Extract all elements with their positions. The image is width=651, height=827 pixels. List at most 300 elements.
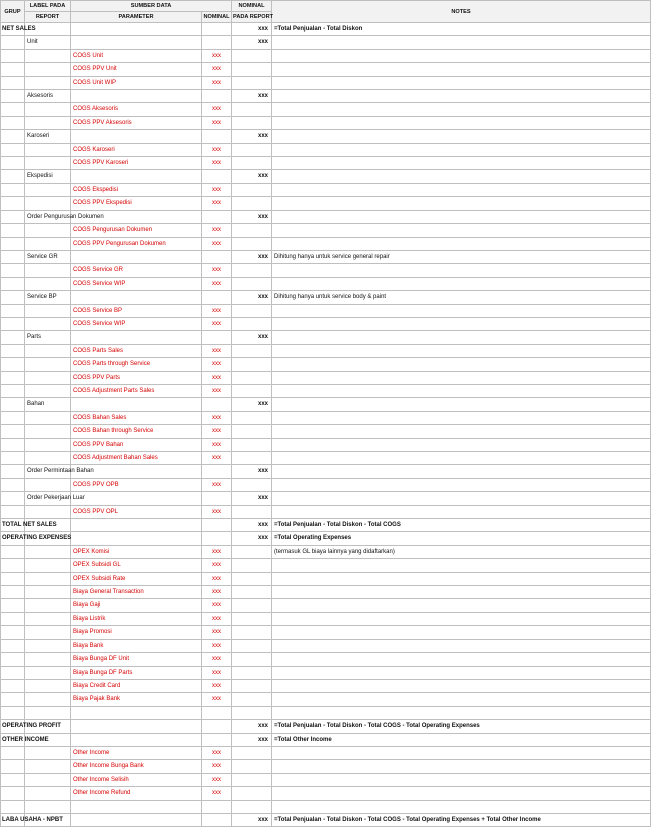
cell-parameter[interactable]: COGS Adjustment Parts Sales bbox=[71, 384, 202, 397]
cell-grup[interactable] bbox=[1, 653, 25, 666]
cell-grup[interactable] bbox=[1, 277, 25, 290]
cell-parameter[interactable]: COGS PPV Unit bbox=[71, 63, 202, 76]
cell-parameter[interactable]: COGS Bahan Sales bbox=[71, 411, 202, 424]
cell-notes[interactable] bbox=[272, 331, 651, 344]
cell-grup[interactable] bbox=[1, 639, 25, 652]
cell-grup[interactable] bbox=[1, 331, 25, 344]
cell-label[interactable] bbox=[25, 679, 71, 692]
cell-notes[interactable]: =Total Penjualan - Total Diskon - Total COGS - Total Operating Expenses + Total Other Income bbox=[272, 813, 651, 826]
cell-notes[interactable] bbox=[272, 224, 651, 237]
cell-parameter[interactable]: COGS PPV Ekspedisi bbox=[71, 197, 202, 210]
cell-notes[interactable] bbox=[272, 210, 651, 223]
cell-nominal-report[interactable] bbox=[232, 505, 272, 518]
cell-notes[interactable] bbox=[272, 130, 651, 143]
cell-notes[interactable] bbox=[272, 116, 651, 129]
cell-nominal-report[interactable] bbox=[232, 639, 272, 652]
cell-nominal-report[interactable]: xxx bbox=[232, 130, 272, 143]
cell-nominal[interactable] bbox=[202, 291, 232, 304]
cell-label[interactable] bbox=[25, 693, 71, 706]
cell-label[interactable]: Service GR bbox=[25, 250, 71, 263]
cell-label[interactable] bbox=[25, 63, 71, 76]
cell-label[interactable]: Order Pengurusan Dokumen bbox=[25, 210, 71, 223]
header-grup[interactable]: GRUP bbox=[1, 1, 25, 23]
cell-label[interactable] bbox=[25, 586, 71, 599]
cell-parameter[interactable] bbox=[71, 170, 202, 183]
cell-label[interactable] bbox=[25, 478, 71, 491]
cell-parameter[interactable]: COGS Service WIP bbox=[71, 277, 202, 290]
cell-notes[interactable]: =Total Penjualan - Total Diskon bbox=[272, 23, 651, 36]
cell-nominal[interactable]: xxx bbox=[202, 183, 232, 196]
cell-notes[interactable] bbox=[272, 572, 651, 585]
cell-nominal-report[interactable] bbox=[232, 545, 272, 558]
cell-label[interactable] bbox=[25, 639, 71, 652]
cell-grup[interactable] bbox=[1, 492, 25, 505]
cell-parameter[interactable] bbox=[71, 519, 202, 532]
cell-notes[interactable] bbox=[272, 800, 651, 813]
cell-nominal[interactable]: xxx bbox=[202, 653, 232, 666]
cell-nominal[interactable] bbox=[202, 492, 232, 505]
cell-label[interactable] bbox=[25, 116, 71, 129]
cell-grup[interactable] bbox=[1, 586, 25, 599]
cell-nominal[interactable]: xxx bbox=[202, 559, 232, 572]
cell-grup[interactable] bbox=[1, 36, 25, 49]
cell-notes[interactable] bbox=[272, 398, 651, 411]
cell-parameter[interactable]: COGS PPV Aksesoris bbox=[71, 116, 202, 129]
cell-parameter[interactable]: OPEX Subsidi Rate bbox=[71, 572, 202, 585]
cell-grup[interactable] bbox=[1, 76, 25, 89]
cell-notes[interactable] bbox=[272, 36, 651, 49]
cell-notes[interactable] bbox=[272, 746, 651, 759]
cell-nominal-report[interactable]: xxx bbox=[232, 90, 272, 103]
cell-nominal[interactable]: xxx bbox=[202, 425, 232, 438]
cell-nominal[interactable]: xxx bbox=[202, 264, 232, 277]
cell-nominal[interactable] bbox=[202, 465, 232, 478]
cell-nominal-report[interactable] bbox=[232, 666, 272, 679]
cell-nominal[interactable]: xxx bbox=[202, 103, 232, 116]
cell-nominal[interactable]: xxx bbox=[202, 545, 232, 558]
cell-parameter[interactable]: COGS Ekspedisi bbox=[71, 183, 202, 196]
cell-parameter[interactable]: Biaya Credit Card bbox=[71, 679, 202, 692]
cell-label[interactable] bbox=[25, 599, 71, 612]
cell-label[interactable] bbox=[25, 384, 71, 397]
cell-notes[interactable]: =Total Other Income bbox=[272, 733, 651, 746]
cell-nominal[interactable]: xxx bbox=[202, 358, 232, 371]
cell-grup[interactable] bbox=[1, 693, 25, 706]
cell-grup[interactable] bbox=[1, 773, 25, 786]
cell-label[interactable] bbox=[25, 183, 71, 196]
cell-nominal-report[interactable] bbox=[232, 653, 272, 666]
cell-nominal-report[interactable]: xxx bbox=[232, 733, 272, 746]
cell-grup[interactable] bbox=[1, 304, 25, 317]
cell-grup[interactable]: OPERATING PROFIT bbox=[1, 720, 25, 733]
cell-nominal[interactable]: xxx bbox=[202, 384, 232, 397]
cell-nominal[interactable] bbox=[202, 210, 232, 223]
cell-nominal-report[interactable] bbox=[232, 586, 272, 599]
cell-notes[interactable] bbox=[272, 706, 651, 719]
cell-notes[interactable] bbox=[272, 344, 651, 357]
cell-notes[interactable] bbox=[272, 371, 651, 384]
cell-grup[interactable] bbox=[1, 49, 25, 62]
cell-parameter[interactable] bbox=[71, 90, 202, 103]
cell-grup[interactable] bbox=[1, 626, 25, 639]
cell-notes[interactable] bbox=[272, 103, 651, 116]
cell-nominal[interactable]: xxx bbox=[202, 344, 232, 357]
cell-label[interactable]: Unit bbox=[25, 36, 71, 49]
cell-nominal-report[interactable] bbox=[232, 103, 272, 116]
cell-notes[interactable] bbox=[272, 679, 651, 692]
cell-grup[interactable]: OPERATING EXPENSES bbox=[1, 532, 25, 545]
cell-grup[interactable] bbox=[1, 760, 25, 773]
cell-nominal[interactable]: xxx bbox=[202, 237, 232, 250]
cell-nominal[interactable]: xxx bbox=[202, 505, 232, 518]
cell-label[interactable] bbox=[25, 76, 71, 89]
cell-nominal-report[interactable]: xxx bbox=[232, 720, 272, 733]
cell-parameter[interactable]: COGS Unit WIP bbox=[71, 76, 202, 89]
cell-grup[interactable] bbox=[1, 90, 25, 103]
cell-nominal[interactable]: xxx bbox=[202, 679, 232, 692]
cell-nominal[interactable]: xxx bbox=[202, 639, 232, 652]
cell-grup[interactable] bbox=[1, 438, 25, 451]
cell-label[interactable] bbox=[25, 612, 71, 625]
cell-nominal[interactable]: xxx bbox=[202, 773, 232, 786]
cell-notes[interactable] bbox=[272, 157, 651, 170]
cell-label[interactable] bbox=[25, 344, 71, 357]
cell-parameter[interactable]: COGS Aksesoris bbox=[71, 103, 202, 116]
cell-grup[interactable] bbox=[1, 210, 25, 223]
cell-parameter[interactable]: COGS PPV Parts bbox=[71, 371, 202, 384]
cell-nominal-report[interactable]: xxx bbox=[232, 492, 272, 505]
cell-nominal-report[interactable] bbox=[232, 706, 272, 719]
cell-label[interactable] bbox=[25, 787, 71, 800]
cell-grup[interactable] bbox=[1, 103, 25, 116]
cell-notes[interactable] bbox=[272, 653, 651, 666]
cell-nominal-report[interactable] bbox=[232, 237, 272, 250]
cell-nominal-report[interactable] bbox=[232, 693, 272, 706]
cell-nominal-report[interactable] bbox=[232, 760, 272, 773]
cell-grup[interactable] bbox=[1, 666, 25, 679]
cell-label[interactable] bbox=[25, 452, 71, 465]
cell-grup[interactable] bbox=[1, 452, 25, 465]
cell-notes[interactable] bbox=[272, 264, 651, 277]
cell-parameter[interactable]: Biaya Gaji bbox=[71, 599, 202, 612]
cell-notes[interactable] bbox=[272, 90, 651, 103]
cell-nominal[interactable] bbox=[202, 331, 232, 344]
cell-parameter[interactable]: OPEX Komisi bbox=[71, 545, 202, 558]
cell-label[interactable] bbox=[25, 572, 71, 585]
cell-parameter[interactable] bbox=[71, 23, 202, 36]
cell-label[interactable] bbox=[25, 746, 71, 759]
cell-parameter[interactable]: COGS Karoseri bbox=[71, 143, 202, 156]
cell-parameter[interactable]: COGS Bahan through Service bbox=[71, 425, 202, 438]
cell-nominal-report[interactable]: xxx bbox=[232, 210, 272, 223]
cell-parameter[interactable]: COGS Service BP bbox=[71, 304, 202, 317]
cell-parameter[interactable]: Biaya Bunga DF Parts bbox=[71, 666, 202, 679]
cell-nominal-report[interactable]: xxx bbox=[232, 23, 272, 36]
cell-nominal[interactable] bbox=[202, 813, 232, 826]
cell-parameter[interactable]: Biaya Promosi bbox=[71, 626, 202, 639]
cell-notes[interactable] bbox=[272, 586, 651, 599]
cell-parameter[interactable]: Other Income Refund bbox=[71, 787, 202, 800]
cell-nominal-report[interactable] bbox=[232, 559, 272, 572]
cell-parameter[interactable] bbox=[71, 813, 202, 826]
cell-nominal-report[interactable] bbox=[232, 76, 272, 89]
cell-parameter[interactable]: COGS Unit bbox=[71, 49, 202, 62]
cell-notes[interactable] bbox=[272, 304, 651, 317]
cell-parameter[interactable]: Biaya Listrik bbox=[71, 612, 202, 625]
cell-grup[interactable] bbox=[1, 237, 25, 250]
cell-label[interactable]: Bahan bbox=[25, 398, 71, 411]
header-nominal-report-line2[interactable]: PADA REPORT bbox=[232, 12, 272, 23]
cell-nominal-report[interactable] bbox=[232, 599, 272, 612]
cell-nominal[interactable]: xxx bbox=[202, 224, 232, 237]
cell-grup[interactable]: TOTAL NET SALES bbox=[1, 519, 25, 532]
cell-label[interactable] bbox=[25, 425, 71, 438]
header-label-line1[interactable]: LABEL PADA bbox=[25, 1, 71, 12]
cell-nominal-report[interactable]: xxx bbox=[232, 331, 272, 344]
cell-label[interactable] bbox=[25, 371, 71, 384]
header-parameter[interactable]: PARAMETER bbox=[71, 12, 202, 23]
cell-label[interactable] bbox=[25, 559, 71, 572]
cell-parameter[interactable]: COGS Adjustment Bahan Sales bbox=[71, 452, 202, 465]
cell-nominal[interactable] bbox=[202, 170, 232, 183]
cell-nominal-report[interactable]: xxx bbox=[232, 398, 272, 411]
cell-nominal[interactable]: xxx bbox=[202, 116, 232, 129]
cell-nominal-report[interactable] bbox=[232, 411, 272, 424]
cell-nominal[interactable]: xxx bbox=[202, 304, 232, 317]
cell-notes[interactable] bbox=[272, 438, 651, 451]
cell-nominal[interactable]: xxx bbox=[202, 317, 232, 330]
cell-label[interactable] bbox=[25, 545, 71, 558]
cell-nominal-report[interactable] bbox=[232, 773, 272, 786]
cell-nominal-report[interactable]: xxx bbox=[232, 465, 272, 478]
cell-label[interactable] bbox=[25, 626, 71, 639]
cell-nominal[interactable] bbox=[202, 720, 232, 733]
cell-label[interactable] bbox=[25, 277, 71, 290]
cell-notes[interactable] bbox=[272, 358, 651, 371]
cell-notes[interactable] bbox=[272, 411, 651, 424]
cell-notes[interactable]: Dihitung hanya untuk service general repair bbox=[272, 250, 651, 263]
cell-nominal[interactable]: xxx bbox=[202, 438, 232, 451]
cell-nominal[interactable]: xxx bbox=[202, 787, 232, 800]
cell-parameter[interactable]: Biaya Bank bbox=[71, 639, 202, 652]
cell-nominal[interactable]: xxx bbox=[202, 693, 232, 706]
cell-notes[interactable] bbox=[272, 452, 651, 465]
cell-label[interactable] bbox=[25, 800, 71, 813]
cell-grup[interactable] bbox=[1, 116, 25, 129]
cell-notes[interactable] bbox=[272, 465, 651, 478]
cell-parameter[interactable] bbox=[71, 706, 202, 719]
cell-nominal[interactable]: xxx bbox=[202, 371, 232, 384]
cell-grup[interactable] bbox=[1, 559, 25, 572]
cell-label[interactable] bbox=[25, 237, 71, 250]
cell-nominal[interactable]: xxx bbox=[202, 760, 232, 773]
cell-parameter[interactable]: COGS PPV Bahan bbox=[71, 438, 202, 451]
cell-nominal-report[interactable]: xxx bbox=[232, 36, 272, 49]
cell-notes[interactable] bbox=[272, 384, 651, 397]
cell-nominal-report[interactable] bbox=[232, 183, 272, 196]
cell-nominal-report[interactable] bbox=[232, 746, 272, 759]
cell-notes[interactable] bbox=[272, 639, 651, 652]
cell-parameter[interactable] bbox=[71, 331, 202, 344]
cell-nominal-report[interactable] bbox=[232, 157, 272, 170]
cell-nominal[interactable]: xxx bbox=[202, 277, 232, 290]
cell-notes[interactable] bbox=[272, 773, 651, 786]
cell-notes[interactable] bbox=[272, 63, 651, 76]
cell-parameter[interactable] bbox=[71, 800, 202, 813]
cell-notes[interactable] bbox=[272, 599, 651, 612]
cell-nominal-report[interactable] bbox=[232, 197, 272, 210]
cell-nominal[interactable] bbox=[202, 800, 232, 813]
cell-notes[interactable] bbox=[272, 693, 651, 706]
cell-label[interactable] bbox=[25, 666, 71, 679]
cell-parameter[interactable]: COGS PPV OPL bbox=[71, 505, 202, 518]
cell-nominal-report[interactable] bbox=[232, 425, 272, 438]
cell-grup[interactable] bbox=[1, 157, 25, 170]
cell-label[interactable] bbox=[25, 706, 71, 719]
cell-nominal[interactable]: xxx bbox=[202, 666, 232, 679]
cell-notes[interactable]: Dihitung hanya untuk service body & paint bbox=[272, 291, 651, 304]
cell-notes[interactable]: =Total Penjualan - Total Diskon - Total COGS - Total Operating Expenses bbox=[272, 720, 651, 733]
cell-parameter[interactable] bbox=[71, 250, 202, 263]
cell-nominal[interactable]: xxx bbox=[202, 599, 232, 612]
cell-notes[interactable]: =Total Operating Expenses bbox=[272, 532, 651, 545]
cell-nominal[interactable]: xxx bbox=[202, 143, 232, 156]
cell-grup[interactable]: LABA USAHA - NPBT bbox=[1, 813, 25, 826]
cell-notes[interactable] bbox=[272, 760, 651, 773]
cell-grup[interactable] bbox=[1, 398, 25, 411]
cell-notes[interactable]: =Total Penjualan - Total Diskon - Total COGS bbox=[272, 519, 651, 532]
cell-notes[interactable] bbox=[272, 787, 651, 800]
cell-grup[interactable] bbox=[1, 505, 25, 518]
cell-label[interactable] bbox=[25, 358, 71, 371]
cell-grup[interactable] bbox=[1, 612, 25, 625]
cell-parameter[interactable]: OPEX Subsidi GL bbox=[71, 559, 202, 572]
cell-nominal-report[interactable] bbox=[232, 478, 272, 491]
cell-parameter[interactable] bbox=[71, 720, 202, 733]
cell-notes[interactable] bbox=[272, 559, 651, 572]
cell-parameter[interactable]: Other Income Selisih bbox=[71, 773, 202, 786]
header-sumber-data[interactable]: SUMBER DATA bbox=[71, 1, 232, 12]
cell-nominal-report[interactable] bbox=[232, 264, 272, 277]
header-label-line2[interactable]: REPORT bbox=[25, 12, 71, 23]
cell-nominal[interactable] bbox=[202, 36, 232, 49]
cell-notes[interactable] bbox=[272, 626, 651, 639]
cell-grup[interactable] bbox=[1, 371, 25, 384]
cell-parameter[interactable]: COGS PPV OPB bbox=[71, 478, 202, 491]
cell-nominal-report[interactable]: xxx bbox=[232, 170, 272, 183]
cell-parameter[interactable] bbox=[71, 492, 202, 505]
cell-grup[interactable] bbox=[1, 706, 25, 719]
cell-notes[interactable] bbox=[272, 237, 651, 250]
cell-label[interactable] bbox=[25, 653, 71, 666]
cell-notes[interactable] bbox=[272, 492, 651, 505]
cell-nominal[interactable]: xxx bbox=[202, 63, 232, 76]
cell-notes[interactable] bbox=[272, 277, 651, 290]
cell-parameter[interactable]: COGS PPV Karoseri bbox=[71, 157, 202, 170]
cell-grup[interactable] bbox=[1, 224, 25, 237]
cell-parameter[interactable] bbox=[71, 36, 202, 49]
cell-nominal[interactable] bbox=[202, 733, 232, 746]
cell-nominal-report[interactable] bbox=[232, 438, 272, 451]
cell-label[interactable] bbox=[25, 317, 71, 330]
cell-notes[interactable] bbox=[272, 183, 651, 196]
cell-notes[interactable] bbox=[272, 143, 651, 156]
cell-nominal[interactable]: xxx bbox=[202, 411, 232, 424]
cell-grup[interactable] bbox=[1, 800, 25, 813]
cell-grup[interactable]: OTHER INCOME bbox=[1, 733, 25, 746]
cell-grup[interactable] bbox=[1, 384, 25, 397]
cell-parameter[interactable]: COGS Parts through Service bbox=[71, 358, 202, 371]
cell-label[interactable] bbox=[25, 411, 71, 424]
header-nominal-report-line1[interactable]: NOMINAL bbox=[232, 1, 272, 12]
cell-nominal-report[interactable] bbox=[232, 358, 272, 371]
cell-nominal[interactable] bbox=[202, 23, 232, 36]
cell-parameter[interactable]: COGS Service WIP bbox=[71, 317, 202, 330]
cell-grup[interactable] bbox=[1, 545, 25, 558]
cell-nominal[interactable] bbox=[202, 250, 232, 263]
cell-nominal[interactable]: xxx bbox=[202, 612, 232, 625]
cell-grup[interactable] bbox=[1, 170, 25, 183]
cell-label[interactable] bbox=[25, 438, 71, 451]
cell-nominal-report[interactable] bbox=[232, 626, 272, 639]
cell-grup[interactable] bbox=[1, 746, 25, 759]
cell-parameter[interactable]: Biaya Bunga DF Unit bbox=[71, 653, 202, 666]
cell-nominal-report[interactable] bbox=[232, 679, 272, 692]
cell-nominal[interactable]: xxx bbox=[202, 197, 232, 210]
cell-nominal[interactable]: xxx bbox=[202, 76, 232, 89]
cell-nominal[interactable]: xxx bbox=[202, 746, 232, 759]
cell-nominal[interactable] bbox=[202, 398, 232, 411]
cell-nominal-report[interactable] bbox=[232, 452, 272, 465]
cell-notes[interactable] bbox=[272, 76, 651, 89]
cell-grup[interactable] bbox=[1, 264, 25, 277]
cell-grup[interactable] bbox=[1, 250, 25, 263]
cell-grup[interactable] bbox=[1, 572, 25, 585]
cell-nominal[interactable]: xxx bbox=[202, 157, 232, 170]
cell-nominal[interactable] bbox=[202, 519, 232, 532]
cell-nominal-report[interactable] bbox=[232, 116, 272, 129]
cell-label[interactable]: Aksesoris bbox=[25, 90, 71, 103]
cell-grup[interactable] bbox=[1, 197, 25, 210]
cell-parameter[interactable]: COGS Parts Sales bbox=[71, 344, 202, 357]
cell-parameter[interactable]: COGS Pengurusan Dokumen bbox=[71, 224, 202, 237]
cell-grup[interactable] bbox=[1, 344, 25, 357]
cell-notes[interactable] bbox=[272, 478, 651, 491]
cell-nominal-report[interactable] bbox=[232, 224, 272, 237]
cell-grup[interactable] bbox=[1, 679, 25, 692]
cell-nominal-report[interactable]: xxx bbox=[232, 813, 272, 826]
cell-nominal[interactable] bbox=[202, 532, 232, 545]
cell-nominal-report[interactable] bbox=[232, 371, 272, 384]
cell-nominal[interactable] bbox=[202, 130, 232, 143]
cell-grup[interactable] bbox=[1, 465, 25, 478]
cell-nominal-report[interactable] bbox=[232, 304, 272, 317]
cell-nominal-report[interactable]: xxx bbox=[232, 291, 272, 304]
cell-label[interactable] bbox=[25, 304, 71, 317]
cell-grup[interactable]: NET SALES bbox=[1, 23, 25, 36]
cell-nominal-report[interactable] bbox=[232, 800, 272, 813]
cell-label[interactable]: Karoseri bbox=[25, 130, 71, 143]
cell-label[interactable] bbox=[25, 49, 71, 62]
cell-parameter[interactable]: Other Income bbox=[71, 746, 202, 759]
header-notes[interactable]: NOTES bbox=[272, 1, 651, 23]
cell-label[interactable] bbox=[25, 197, 71, 210]
cell-label[interactable]: Order Permintaan Bahan bbox=[25, 465, 71, 478]
cell-nominal[interactable]: xxx bbox=[202, 626, 232, 639]
cell-notes[interactable] bbox=[272, 197, 651, 210]
cell-notes[interactable] bbox=[272, 49, 651, 62]
cell-grup[interactable] bbox=[1, 478, 25, 491]
